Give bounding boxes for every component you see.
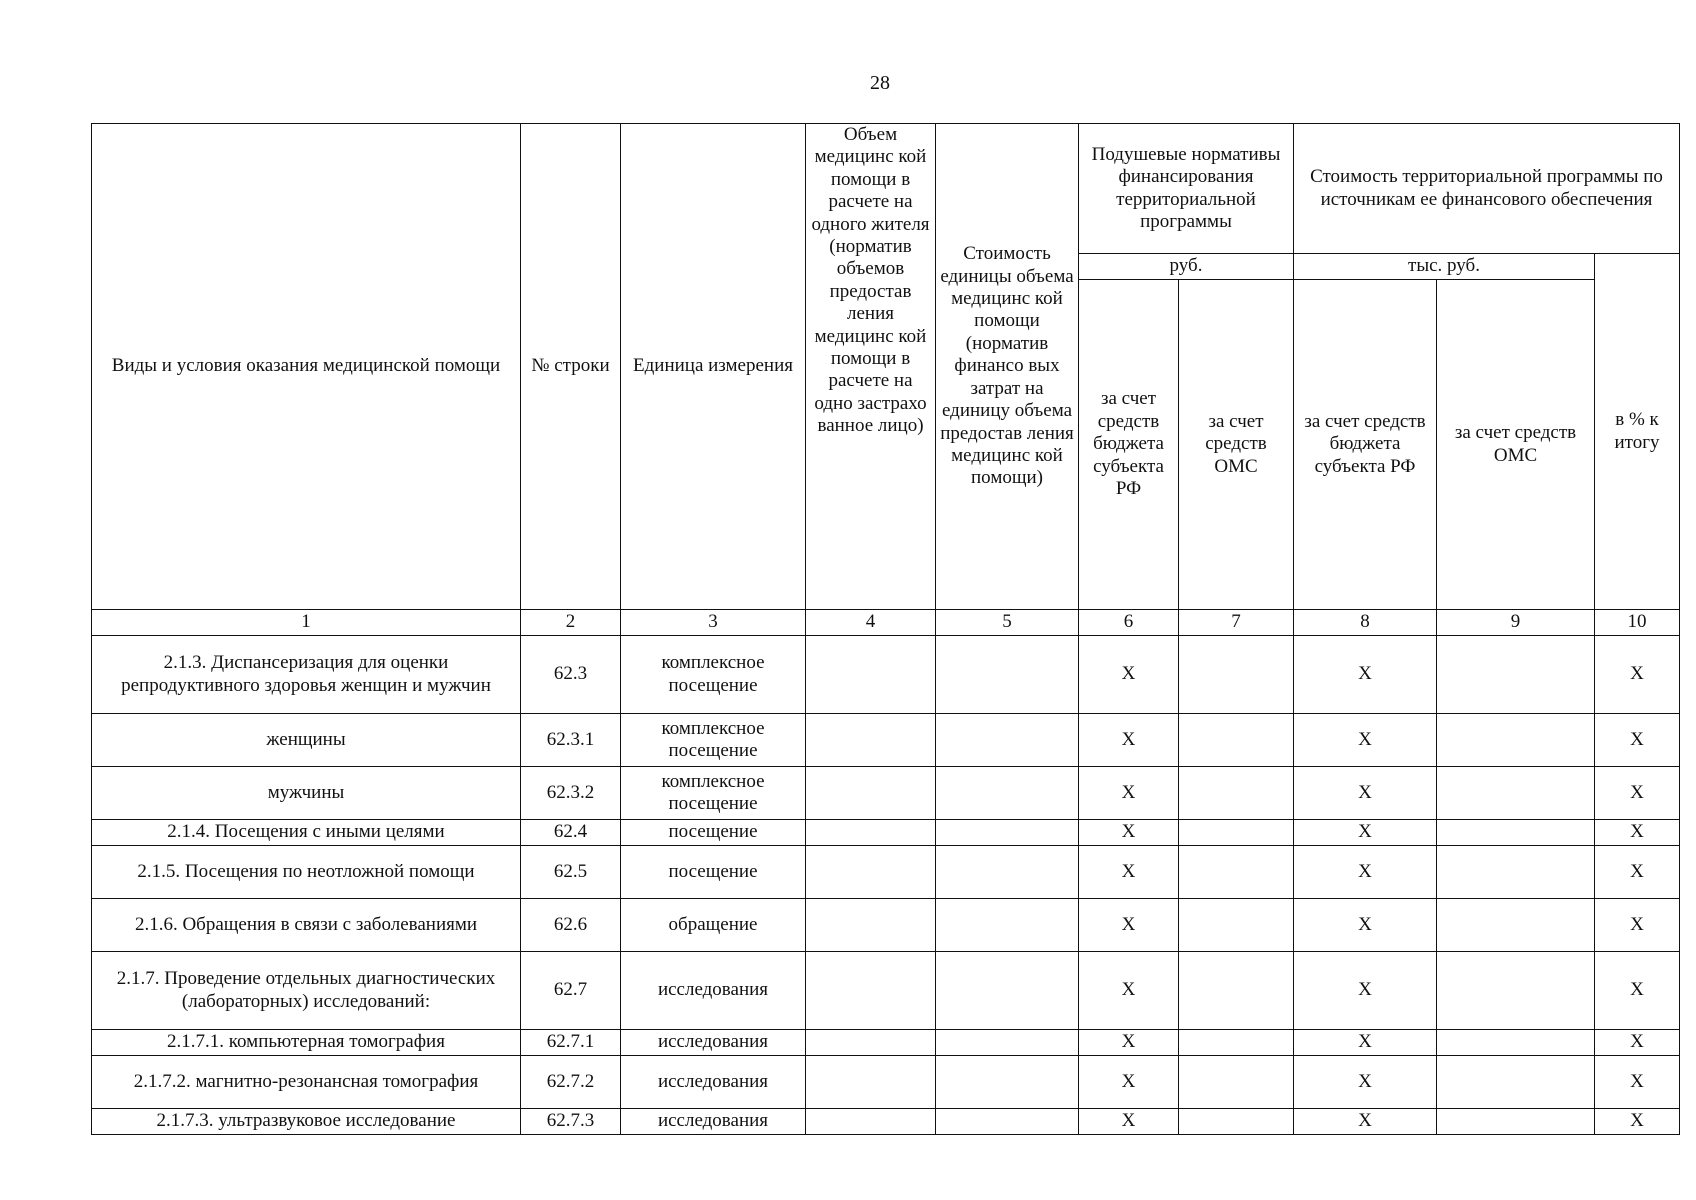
- care-type-cell: мужчины: [92, 767, 521, 820]
- percent-cell: X: [1595, 846, 1680, 899]
- regional-per-capita-cell: X: [1079, 899, 1179, 952]
- line-number-cell: 62.3.1: [521, 714, 621, 767]
- care-type-cell: 2.1.6. Обращения в связи с заболеваниями: [92, 899, 521, 952]
- care-type-cell: 2.1.7. Проведение отдельных диагностических (лабораторных) исследований:: [92, 952, 521, 1030]
- unit-cell: комплексное посещение: [621, 636, 806, 714]
- table-row: [92, 1109, 1680, 1135]
- regional-per-capita-cell: X: [1079, 846, 1179, 899]
- financing-table: [91, 123, 1680, 1135]
- oms-per-capita-cell: [1179, 1030, 1294, 1056]
- volume-cell: [806, 846, 936, 899]
- regional-cost-cell: X: [1294, 1109, 1437, 1135]
- table-row: [92, 846, 1680, 899]
- oms-per-capita-cell: [1179, 820, 1294, 846]
- percent-cell: X: [1595, 820, 1680, 846]
- percent-cell: X: [1595, 1030, 1680, 1056]
- volume-cell: [806, 820, 936, 846]
- regional-per-capita-cell: X: [1079, 714, 1179, 767]
- column-number: 10: [1595, 610, 1680, 636]
- regional-cost-cell: X: [1294, 636, 1437, 714]
- regional-cost-cell: X: [1294, 846, 1437, 899]
- oms-cost-cell: [1437, 899, 1595, 952]
- header-percent-of-total: в % к итогу: [1595, 254, 1680, 610]
- column-number: 5: [936, 610, 1079, 636]
- column-number: 9: [1437, 610, 1595, 636]
- regional-cost-cell: X: [1294, 767, 1437, 820]
- regional-per-capita-cell: X: [1079, 767, 1179, 820]
- care-type-cell: 2.1.4. Посещения с иными целями: [92, 820, 521, 846]
- oms-cost-cell: [1437, 714, 1595, 767]
- page-number: 28: [870, 72, 890, 94]
- header-regional-budget-per-capita: за счет средств бюджета субъекта РФ: [1079, 280, 1179, 610]
- line-number-cell: 62.3.2: [521, 767, 621, 820]
- volume-cell: [806, 1109, 936, 1135]
- care-type-cell: 2.1.3. Диспансеризация для оценки репродуктивного здоровья женщин и мужчин: [92, 636, 521, 714]
- line-number-cell: 62.3: [521, 636, 621, 714]
- percent-cell: X: [1595, 899, 1680, 952]
- line-number-cell: 62.7: [521, 952, 621, 1030]
- header-oms-per-capita: за счет средств ОМС: [1179, 280, 1294, 610]
- column-number: 3: [621, 610, 806, 636]
- line-number-cell: 62.5: [521, 846, 621, 899]
- header-line-number: № строки: [521, 124, 621, 610]
- oms-cost-cell: [1437, 1030, 1595, 1056]
- care-type-cell: 2.1.7.3. ультразвуковое исследование: [92, 1109, 521, 1135]
- unit-cell: обращение: [621, 899, 806, 952]
- column-number: 6: [1079, 610, 1179, 636]
- percent-cell: X: [1595, 767, 1680, 820]
- percent-cell: X: [1595, 1109, 1680, 1135]
- unit-cell: исследования: [621, 1030, 806, 1056]
- percent-cell: X: [1595, 1056, 1680, 1109]
- table-row: [92, 899, 1680, 952]
- header-kinds-of-care: Виды и условия оказания медицинской помощи: [92, 124, 521, 610]
- regional-per-capita-cell: X: [1079, 1056, 1179, 1109]
- column-number: 4: [806, 610, 936, 636]
- regional-cost-cell: X: [1294, 899, 1437, 952]
- table-row: [92, 1030, 1680, 1056]
- table-row: [92, 636, 1680, 714]
- regional-per-capita-cell: X: [1079, 1109, 1179, 1135]
- line-number-cell: 62.7.3: [521, 1109, 621, 1135]
- oms-per-capita-cell: [1179, 767, 1294, 820]
- care-type-cell: 2.1.5. Посещения по неотложной помощи: [92, 846, 521, 899]
- unit-cell: исследования: [621, 1056, 806, 1109]
- oms-cost-cell: [1437, 952, 1595, 1030]
- oms-per-capita-cell: [1179, 1056, 1294, 1109]
- regional-cost-cell: X: [1294, 714, 1437, 767]
- header-volume-per-capita: Объем медицинс кой помощи в расчете на одного жителя (норматив объемов предостав ления медицинс кой помощи в расчете на одно застрахо ванное лицо): [806, 124, 936, 610]
- oms-cost-cell: [1437, 1056, 1595, 1109]
- oms-cost-cell: [1437, 846, 1595, 899]
- volume-cell: [806, 952, 936, 1030]
- table-row: [92, 952, 1680, 1030]
- header-unit-cost: Стоимость единицы объема медицинс кой помощи (норматив финансо вых затрат на единицу объема предостав ления медицинс кой помощи): [936, 124, 1079, 610]
- regional-cost-cell: X: [1294, 952, 1437, 1030]
- header-unit-thousand-rub: тыс. руб.: [1294, 254, 1595, 280]
- oms-per-capita-cell: [1179, 846, 1294, 899]
- volume-cell: [806, 767, 936, 820]
- percent-cell: X: [1595, 636, 1680, 714]
- volume-cell: [806, 636, 936, 714]
- line-number-cell: 62.6: [521, 899, 621, 952]
- header-regional-budget-cost: за счет средств бюджета субъекта РФ: [1294, 280, 1437, 610]
- oms-per-capita-cell: [1179, 899, 1294, 952]
- unit-cost-cell: [936, 899, 1079, 952]
- care-type-cell: 2.1.7.2. магнитно-резонансная томография: [92, 1056, 521, 1109]
- unit-cost-cell: [936, 846, 1079, 899]
- care-type-cell: женщины: [92, 714, 521, 767]
- column-numbers-row: [92, 610, 1680, 636]
- header-oms-cost: за счет средств ОМС: [1437, 280, 1595, 610]
- unit-cost-cell: [936, 714, 1079, 767]
- regional-cost-cell: X: [1294, 820, 1437, 846]
- unit-cost-cell: [936, 1056, 1079, 1109]
- percent-cell: X: [1595, 952, 1680, 1030]
- oms-cost-cell: [1437, 767, 1595, 820]
- oms-cost-cell: [1437, 636, 1595, 714]
- regional-per-capita-cell: X: [1079, 636, 1179, 714]
- care-type-cell: 2.1.7.1. компьютерная томография: [92, 1030, 521, 1056]
- volume-cell: [806, 1056, 936, 1109]
- line-number-cell: 62.4: [521, 820, 621, 846]
- unit-cost-cell: [936, 820, 1079, 846]
- table-row: [92, 1056, 1680, 1109]
- column-number: 2: [521, 610, 621, 636]
- line-number-cell: 62.7.2: [521, 1056, 621, 1109]
- oms-per-capita-cell: [1179, 636, 1294, 714]
- volume-cell: [806, 714, 936, 767]
- column-number: 7: [1179, 610, 1294, 636]
- unit-cell: комплексное посещение: [621, 767, 806, 820]
- regional-per-capita-cell: X: [1079, 820, 1179, 846]
- oms-per-capita-cell: [1179, 952, 1294, 1030]
- unit-cost-cell: [936, 1030, 1079, 1056]
- header-program-cost: Стоимость территориальной программы по источникам ее финансового обеспечения: [1294, 124, 1680, 254]
- header-unit-rub: руб.: [1079, 254, 1294, 280]
- unit-cost-cell: [936, 767, 1079, 820]
- unit-cell: посещение: [621, 846, 806, 899]
- unit-cost-cell: [936, 952, 1079, 1030]
- volume-cell: [806, 1030, 936, 1056]
- line-number-cell: 62.7.1: [521, 1030, 621, 1056]
- regional-per-capita-cell: X: [1079, 952, 1179, 1030]
- oms-per-capita-cell: [1179, 714, 1294, 767]
- unit-cell: исследования: [621, 952, 806, 1030]
- table-row: [92, 767, 1680, 820]
- regional-cost-cell: X: [1294, 1030, 1437, 1056]
- column-number: 8: [1294, 610, 1437, 636]
- unit-cost-cell: [936, 636, 1079, 714]
- header-per-capita-standards: Подушевые нормативы финансирования территориальной программы: [1079, 124, 1294, 254]
- unit-cell: комплексное посещение: [621, 714, 806, 767]
- table-row: [92, 820, 1680, 846]
- oms-cost-cell: [1437, 1109, 1595, 1135]
- oms-per-capita-cell: [1179, 1109, 1294, 1135]
- unit-cell: исследования: [621, 1109, 806, 1135]
- regional-per-capita-cell: X: [1079, 1030, 1179, 1056]
- header-unit: Единица измерения: [621, 124, 806, 610]
- regional-cost-cell: X: [1294, 1056, 1437, 1109]
- volume-cell: [806, 899, 936, 952]
- percent-cell: X: [1595, 714, 1680, 767]
- unit-cost-cell: [936, 1109, 1079, 1135]
- column-number: 1: [92, 610, 521, 636]
- oms-cost-cell: [1437, 820, 1595, 846]
- unit-cell: посещение: [621, 820, 806, 846]
- table-row: [92, 714, 1680, 767]
